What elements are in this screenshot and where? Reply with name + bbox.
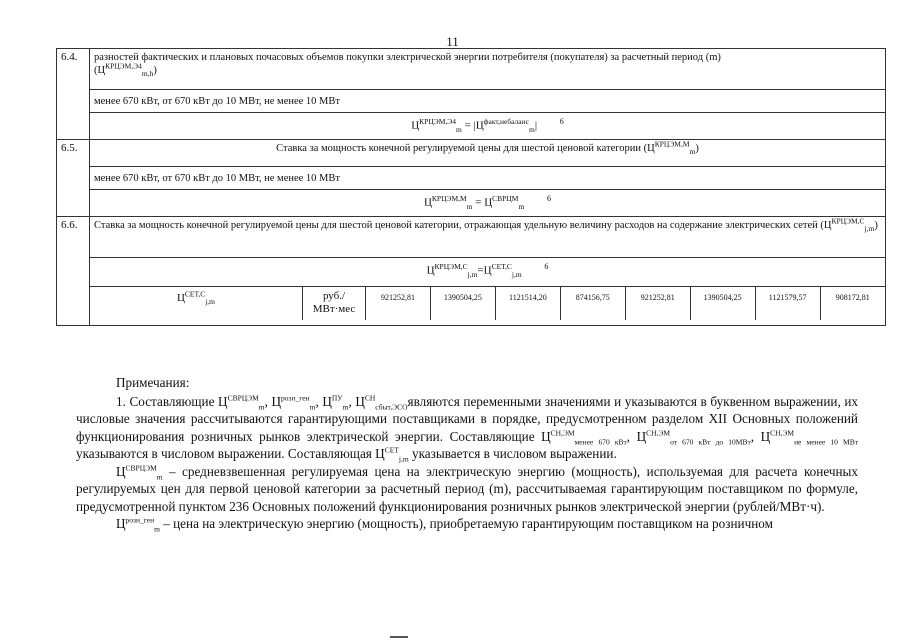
formula-note: 6 [547, 194, 552, 203]
row-number: 6.5. [57, 140, 90, 217]
bottom-mark [390, 636, 408, 638]
value-cell: 1390504,25 [690, 287, 755, 320]
table-row [57, 113, 886, 140]
values-label: $Ц^{СЕТ,С}_{j,m}$ [90, 287, 303, 320]
formula-cell [90, 113, 886, 140]
note-paragraph-2: $Ц^{СВРЦЭМ}_m$ – средневзвешенная регулируемая цена на электрическую энергию (мощность), используемая для расчета конечных регулируемых цен для первой ценовой категории за расчетный период (m), рассчитываемая гарантирующим поставщиком по формуле, предусмотренной пунктом 236 Основных положений функционирования розничных рынков электрической энергии (рублей/МВт·ч). [76, 463, 858, 514]
formula-cell [90, 190, 886, 217]
value-cell: 1121579,57 [755, 287, 820, 320]
row-number: 6.6. [57, 217, 90, 326]
row-description: Ставка за мощность конечной регулируемой цены для шестой ценовой категории, отражающая удельную величину расходов на содержание электрических сетей $(Ц^{КРЦЭМ,С}_{j,m})$ [90, 217, 886, 258]
value-cell: 1121514,20 [495, 287, 560, 320]
table-row [57, 90, 886, 113]
formula-note: 6 [559, 117, 564, 126]
formula-cell [90, 258, 886, 287]
table-row [57, 49, 886, 90]
formula-note: 6 [544, 262, 549, 271]
voltage-range: менее 670 кВт, от 670 кВт до 10 МВт, не менее 10 МВт [90, 167, 886, 190]
value-cell: 1390504,25 [430, 287, 495, 320]
table-row [57, 217, 886, 258]
formula: $Ц^{КРЦЭМ,С}_{j,m}=Ц^{СЕТ,С}_{j,m}$ 6 [426, 262, 549, 279]
formula: $Ц^{КРЦЭМ,Э4}_m = |Ц^{факт,небаланс}_m|$ 6 [411, 117, 564, 134]
values-cell [90, 287, 886, 326]
formula: $Ц^{КРЦЭМ,М}_m = Ц^{СВРЦМ}_m$ 6 [423, 194, 552, 211]
value-cell: 921252,81 [625, 287, 690, 320]
notes-title: Примечания: [116, 375, 190, 390]
table-row [57, 190, 886, 217]
value-cell: 874156,75 [560, 287, 625, 320]
row-number: 6.4. [57, 49, 90, 140]
table-row [57, 258, 886, 287]
value-cell: 921252,81 [366, 287, 431, 320]
notes-section [76, 374, 858, 533]
table-row [57, 140, 886, 167]
price-symbol: $Ц^{КРЦЭМ,Э4}_{m,h}$ [97, 61, 154, 79]
unit-cell: руб./ МВт·мес [303, 287, 366, 320]
table-row [57, 167, 886, 190]
values-table [90, 287, 885, 320]
note-paragraph-1: 1. Составляющие $Ц^{СВРЦЭМ}_m$, $Ц^{розн\_ген}_m$, $Ц^{ПУ}_m$, $Ц^{СН}_{сбыт,ЭСО}являются$ переменными значениями и указываются в буквенном выражении, их числовые значения рассчитываются гарантирующими поставщиками в порядке, предусмотренном разделом XII Основных положений функционирования розничных рынков электрической энергии. Составляющие $Ц^{СН,ЭМ}_{менее 670 кВт}$, $Ц^{СН,ЭМ}_{от 670 кВт до 10МВт}$, $Ц^{СН,ЭМ}_{не менее 10 МВт}$ указываются в числовом выражении. Составляющая $Ц^{СЕТ}_{j,m}$ указывается в числовом выражении. [76, 393, 859, 464]
page-number: 11 [446, 34, 459, 49]
row-description: разностей фактических и плановых почасовых объемов покупки электрической энергии потребителя (покупателя) за расчетный период (m) $(Ц^{КРЦЭМ,Э4}_{m,h})$ [90, 49, 886, 90]
value-cell: 908172,81 [820, 287, 885, 320]
table-row [57, 287, 886, 326]
row-description: Ставка за мощность конечной регулируемой цены для шестой ценовой категории $(Ц^{КРЦЭМ,М}_m)$ [90, 140, 886, 167]
tariff-table [56, 48, 886, 326]
voltage-range: менее 670 кВт, от 670 кВт до 10 МВт, не менее 10 МВт [90, 90, 886, 113]
note-paragraph-3: $Ц^{розн\_ген}_m$ – цена на электрическую энергию (мощность), приобретаемую гарантирующим поставщиком на розничном [116, 515, 773, 534]
